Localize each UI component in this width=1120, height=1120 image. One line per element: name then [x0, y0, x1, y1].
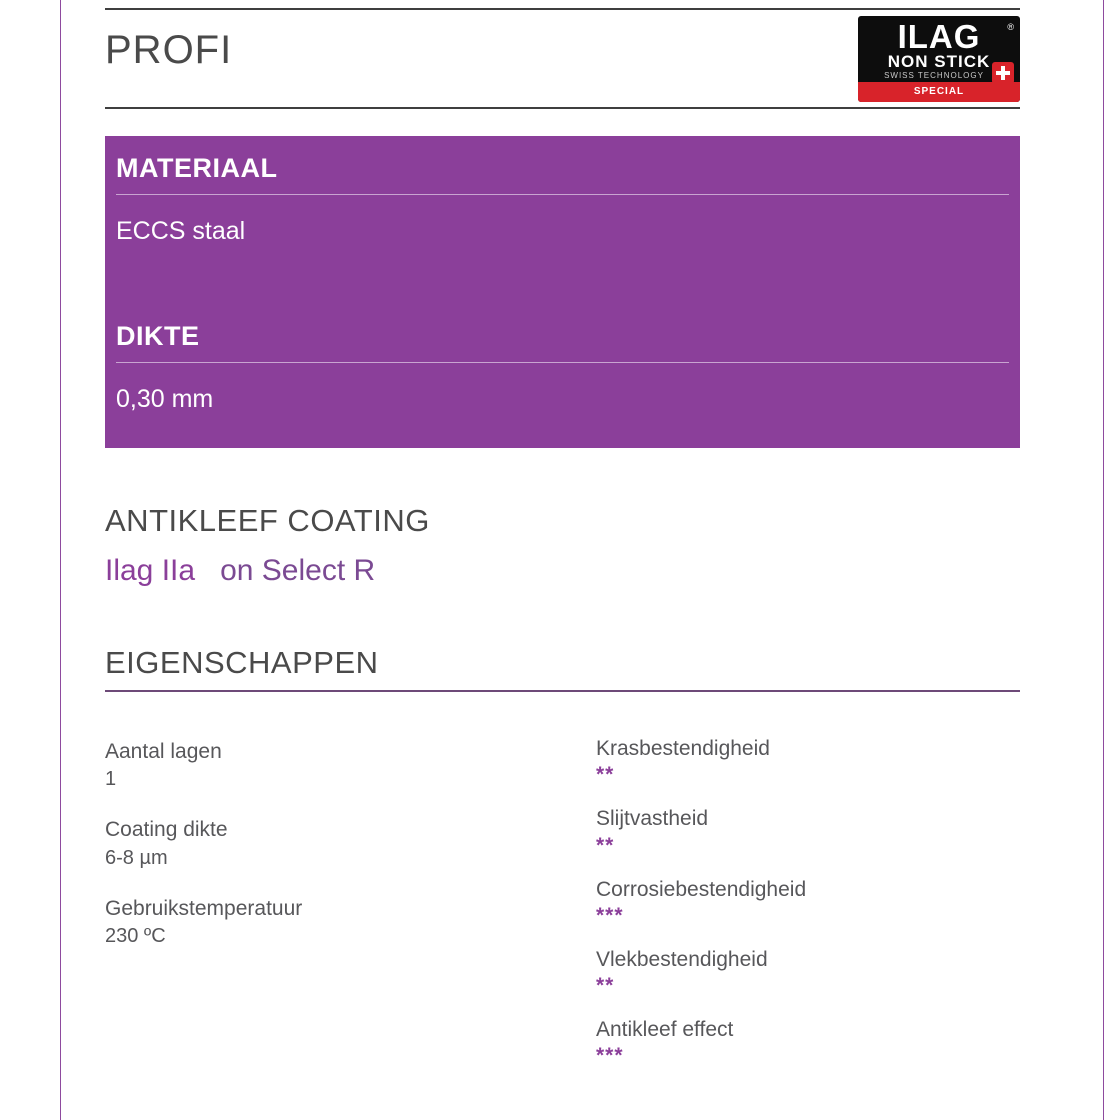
coating-value-primary: Ilag IIa [105, 554, 196, 587]
rating-stars: ** [596, 833, 615, 857]
swiss-cross-icon [992, 62, 1014, 84]
logo-special-badge [858, 82, 1020, 102]
rating-label: Krasbestendigheid [596, 737, 770, 760]
logo-registered-mark: ® [1007, 22, 1014, 32]
properties-divider [105, 690, 1020, 692]
property-item [105, 895, 535, 950]
rating-label: Corrosiebestendigheid [596, 877, 807, 901]
property-label: Coating dikte [105, 818, 228, 842]
coating-value [105, 554, 375, 588]
properties-heading: EIGENSCHAPPEN [105, 645, 379, 680]
coating-value-secondary: on Select R [220, 554, 376, 587]
thickness-divider [116, 362, 1009, 363]
rating-item [596, 1016, 1026, 1066]
property-label: Gebruikstemperatuur [105, 896, 303, 920]
properties-left-column [105, 738, 535, 973]
ilag-logo [858, 16, 1020, 102]
logo-special-text: SPECIAL [913, 86, 965, 97]
material-value: ECCS staal [116, 217, 246, 245]
thickness-value: 0,30 mm [116, 385, 214, 413]
page-border-left [60, 0, 61, 1120]
logo-brand-text: ILAG [897, 18, 981, 55]
rating-label: Antikleef effect [596, 1018, 734, 1042]
properties-right-column [596, 735, 1026, 1086]
page-title: PROFI [105, 28, 233, 72]
property-value: 230 ºC [105, 925, 166, 948]
rating-stars: *** [596, 903, 624, 927]
property-label: Aantal lagen [105, 740, 222, 763]
material-divider [116, 194, 1009, 195]
logo-tagline-text: SWISS TECHNOLOGY [884, 71, 984, 80]
rating-stars: *** [596, 1044, 624, 1068]
logo-nonstick-text: NON STICK [887, 52, 991, 71]
material-label: MATERIAAL [116, 153, 278, 183]
rating-item [596, 805, 1026, 855]
header-divider [105, 107, 1020, 109]
rating-stars: ** [596, 763, 615, 787]
rating-stars: ** [596, 974, 615, 998]
property-item [105, 738, 535, 793]
page-border-right [1103, 0, 1104, 1120]
property-value: 1 [105, 768, 117, 791]
rating-label: Vlekbestendigheid [596, 947, 768, 971]
material-block [105, 136, 1020, 448]
rating-item [596, 876, 1026, 926]
rating-label: Slijtvastheid [596, 807, 709, 831]
thickness-label: DIKTE [116, 321, 200, 351]
coating-heading: ANTIKLEEF COATING [105, 503, 430, 538]
property-item [105, 816, 535, 871]
property-value: 6-8 µm [105, 846, 168, 869]
top-divider [105, 8, 1020, 10]
rating-item [596, 735, 1026, 785]
rating-item [596, 946, 1026, 996]
